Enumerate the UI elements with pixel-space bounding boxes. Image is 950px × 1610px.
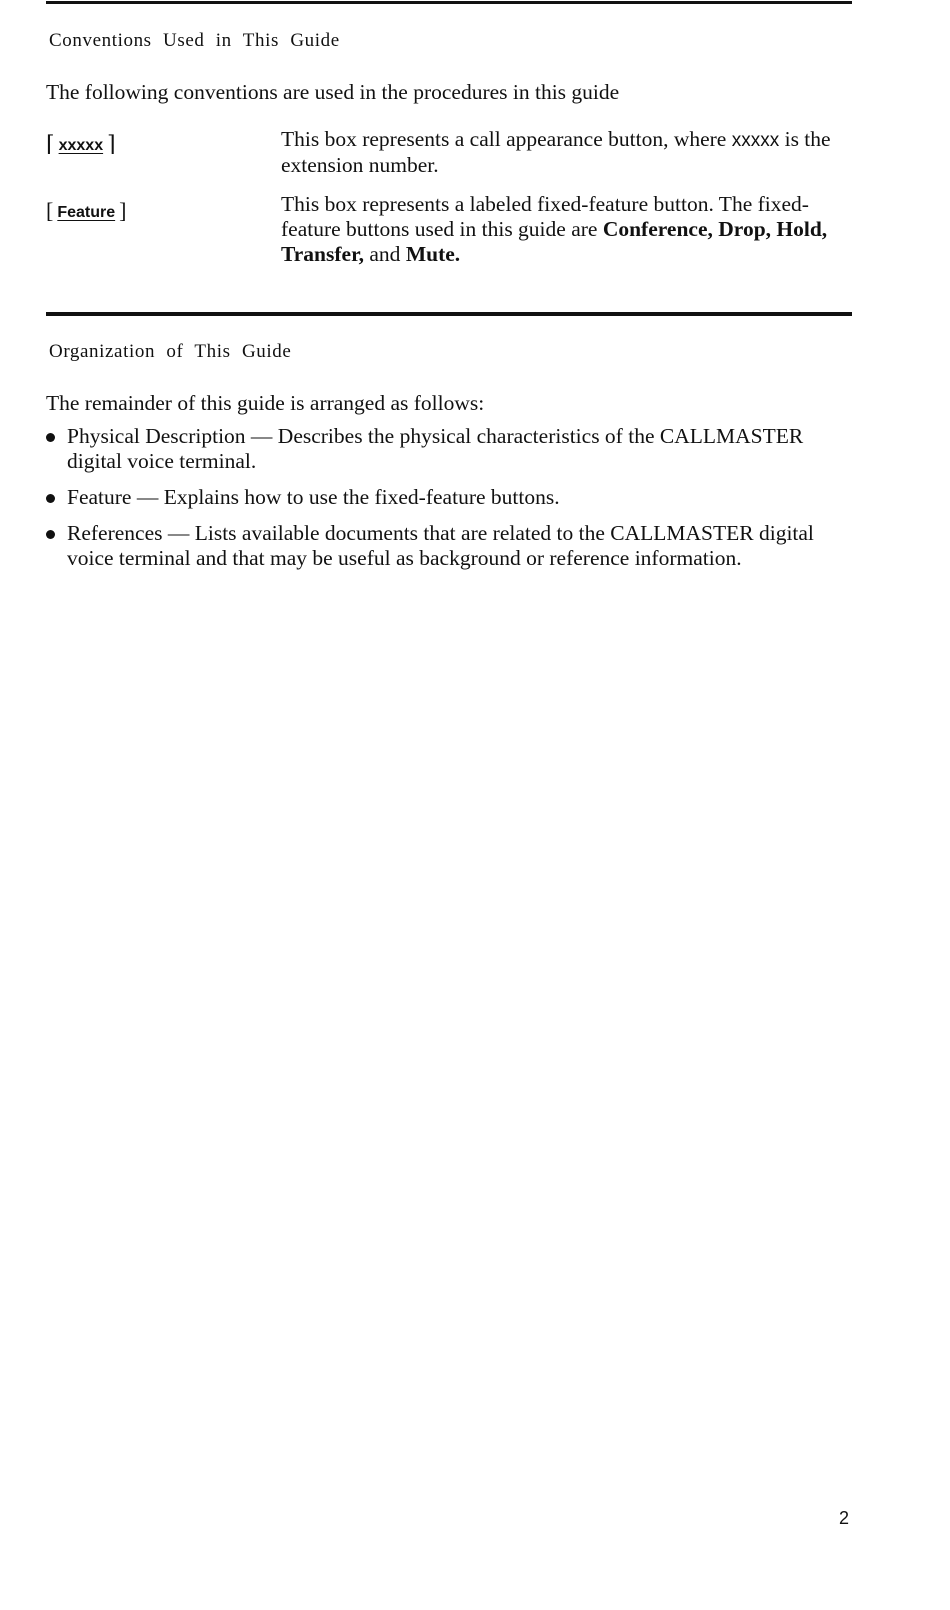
feature-hold: Hold,: [776, 217, 828, 241]
left-bracket: ⌈: [46, 131, 55, 156]
section-divider: [46, 312, 852, 316]
bullet-icon: [46, 494, 55, 503]
list-item: Feature — Explains how to use the fixed-feature buttons.: [46, 485, 852, 510]
bullet-icon: [46, 530, 55, 539]
conventions-intro: The following conventions are used in the procedures in this guide: [46, 80, 620, 104]
bullet-icon: [46, 433, 55, 442]
organization-heading: Organization of This Guide: [49, 341, 292, 362]
call-appearance-description: This box represents a call appearance button, where xxxxx is the extension number.: [281, 127, 831, 177]
call-appearance-label: xxxxx: [58, 137, 104, 154]
organization-intro: The remainder of this guide is arranged as follows:: [46, 391, 485, 415]
feature-label: Feature: [57, 204, 116, 221]
page-number: 2: [839, 1508, 850, 1528]
feature-conference: Conference,: [602, 217, 713, 241]
right-bracket: ]: [119, 198, 127, 223]
feature-button-sample: [46, 198, 126, 224]
conventions-heading: Conventions Used in This Guide: [49, 30, 340, 51]
organization-list: [46, 424, 852, 582]
left-bracket: [: [46, 198, 54, 223]
call-appearance-button-sample: [46, 131, 116, 157]
feature-drop: Drop,: [718, 217, 772, 241]
feature-transfer: Transfer,: [281, 242, 365, 266]
top-divider: [46, 1, 852, 4]
feature-button-description: This box represents a labeled fixed-feature button. The fixed-feature buttons used in this guide are Conference, Drop, Hold, Transfer, and Mute.: [281, 192, 828, 266]
right-bracket: ⌉: [107, 131, 116, 156]
list-item: References — Lists available documents that are related to the CALLMASTER digital voice terminal and that may be useful as background or reference information.: [46, 521, 852, 571]
extension-code: xxxxx: [731, 130, 780, 151]
feature-mute: Mute.: [405, 242, 461, 266]
list-item: Physical Description — Describes the physical characteristics of the CALLMASTER digital voice terminal.: [46, 424, 852, 474]
